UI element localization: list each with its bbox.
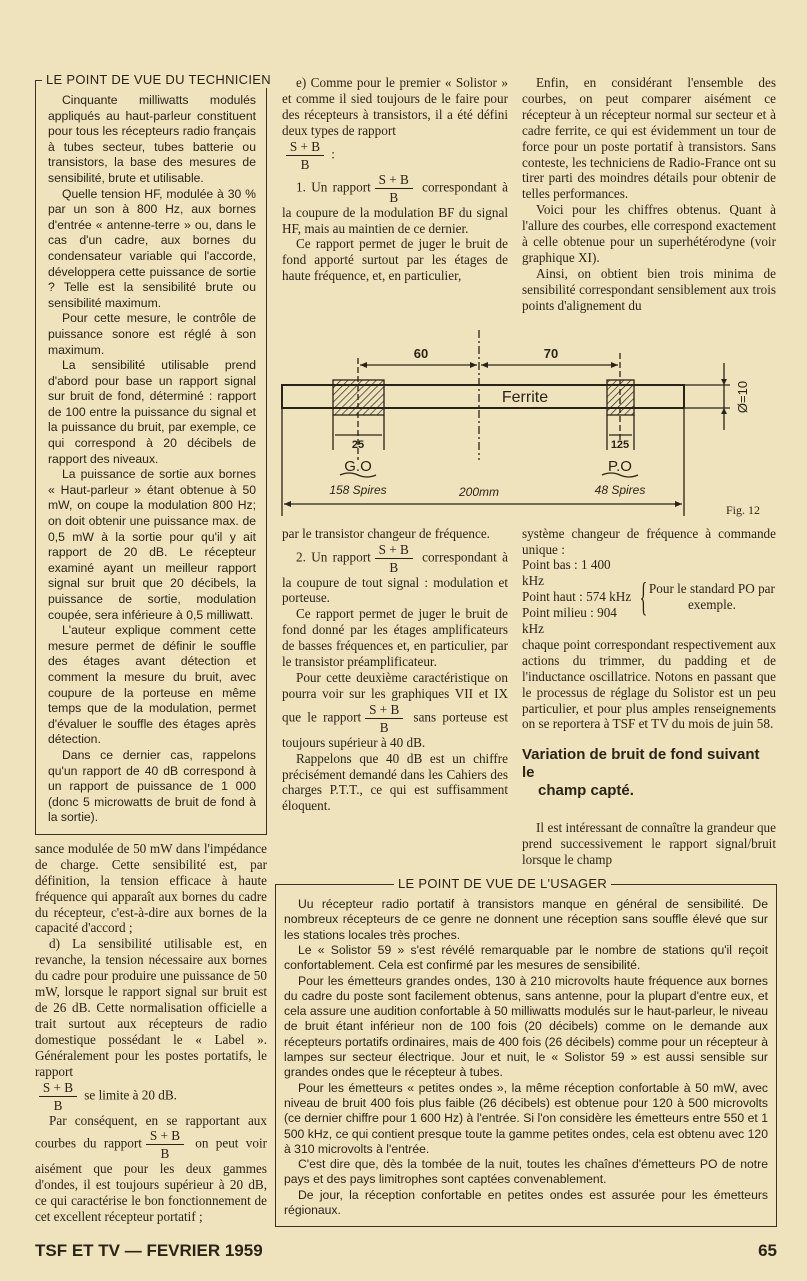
alignment-points <box>522 557 776 637</box>
fraction-bar <box>375 558 413 559</box>
technician-box-text <box>48 93 256 826</box>
text-after-fraction: sans porteuse est toujours supérieur à 40 dB. <box>282 709 508 750</box>
ratio-fraction <box>146 1128 184 1161</box>
alignment-explanation: chaque point correspondant respectivement aux actions du trimmer, du padding et de l'inductance oscillatrice. Notons en passant que le processus de réglage du Solistor est un peu particulier, et pour plus amples renseignements on se reportera à TSF et TV du mois de juin 58. <box>522 636 776 732</box>
text-before-fraction: 1. Un rapport <box>296 179 371 195</box>
go-label: G.O <box>344 457 372 475</box>
paragraph: De jour, la réception confortable en petites ondes est assurée pour les émetteurs régionaux. <box>284 1187 768 1218</box>
right-area <box>275 75 777 1227</box>
points-note: Pour le standard PO par exemple. <box>648 581 775 613</box>
paragraph: d) La sensibilité utilisable est, en revanche, la tension nécessaire aux bornes du cadre pour produire une puissance de 50 mW, lorsque le rapport signal sur bruit est de 26 dB. Cette normalisation officielle a trait surtout aux récepteurs de radio domestique possédant le « Label ». Généralement pour les postes portatifs, le rapport <box>35 936 267 1079</box>
section-heading-line1: Variation de bruit de fond suivant le <box>522 746 760 782</box>
text-after-fraction: correspondant à la coupure de tout signal : modulation et porteuse. <box>282 549 508 606</box>
paragraph: Pour les émetteurs « petites ondes », la même réception confortable à 50 mW, avec niveau de bruit 400 fois plus faible (26 décibels) est obtenue pour 120 à 500 microvolts (ce dernier chiffre pour 1 600 Hz) à l'entrée. Si l'on considère les émetteurs entre 550 et 1 500 kHz, ce qui contient presque toute la gamme petites ondes, cela est obtenu avec 120 à 310 microvolts à l'entrée. <box>284 1080 768 1156</box>
paragraph: Ce rapport permet de juger le bruit de fond donné par les étages amplificateurs de basses fréquences et, en particulier, par le transistor préamplificateur. <box>282 606 508 670</box>
dim-70-label: 70 <box>543 345 559 361</box>
fraction-denominator: B <box>389 189 399 205</box>
fraction-denominator: B <box>300 156 310 172</box>
ratio-fraction <box>39 1080 77 1113</box>
ratio-fraction <box>375 542 413 575</box>
middle-bottom-text <box>282 526 508 815</box>
section-heading-line2: champ capté. <box>538 782 634 800</box>
paragraph: Voici pour les chiffres obtenus. Quant à l'allure des courbes, elle correspond exactement à celle obtenue pour un superhétérodyne (voir graphique XI). <box>522 202 776 265</box>
paragraph: Ainsi, on obtient bien trois minima de sensibilité correspondant sensiblement aux trois points d'alignement du <box>522 265 776 313</box>
paragraph <box>282 542 508 607</box>
paragraph: par le transistor changeur de fréquence. <box>282 525 490 541</box>
footer <box>35 1227 777 1261</box>
text-before-fraction: Par conséquent, en se rapportant aux courbes du rapport <box>35 1112 267 1151</box>
paragraph: Pour les émetteurs grandes ondes, 130 à 210 microvolts haute fréquence aux bornes du cadre du poste sont facilement obtenus, sans antenne, pour la plupart d'entre eux, et cela assure une audition confortable à 50 milliwatts modulés sur le haut-parleur, le niveau de bruit étant inférieur non de 100 fois (20 décibels) comme on le demande aux récepteurs portatifs ordinaires, mais de 400 fois (26 décibels) comme pour un récepteur à lampes sur secteur électrique. Jour et nuit, le « Solistor 59 » est aussi sensible sur grandes ondes que le récepteur à tubes. <box>284 973 768 1080</box>
page-number: 65 <box>758 1241 777 1261</box>
paragraph: Dans ce dernier cas, rappelons qu'un rapport de 40 dB correspond à un rapport de puissance de 1 000 (donc 5 microwatts de bruit de fond à la sortie). <box>48 747 256 825</box>
paragraph: Quelle tension HF, modulée à 30 % par un son à 800 Hz, aux bornes d'entrée « antenne-terre » ou, dans le cas d'un cadre, aux bornes du condensateur variable qui l'accorde, développera cette puissance de sortie ? Telle est la sensibilité brute ou sensibilité maximum. <box>48 186 256 310</box>
section-paragraph: Il est intéressant de connaître la grandeur que prend successivement le rapport signal/bruit lorsque le champ <box>522 820 776 868</box>
middle-top-text <box>282 75 508 284</box>
paragraph: Ce rapport permet de juger le bruit de fond apporté surtout par les étages de haute fréquence, et, en particulier, <box>282 236 508 284</box>
fraction-numerator: S + B <box>378 541 409 557</box>
paragraph: Le « Solistor 59 » s'est révélé remarquable par le nombre de stations qu'il reçoit confortablement. Cela est confirmé par les mesures de sensibilité. <box>284 942 768 973</box>
text-after-fraction: on peut voir aisément que pour les deux gammes d'ondes, il est toujours supérieur à 20 dB, ce qui caractérise le bon fonctionnement de cet excellent récepteur portatif ; <box>35 1135 268 1225</box>
point-middle: Point milieu : 904 kHz <box>522 605 617 637</box>
paragraph: Uu récepteur radio portatif à transistors manque en général de sensibilité. De nombreux récepteurs de ce genre ne donnent une réception sans souffle élevé que sur les stations locales très proches. <box>284 897 768 942</box>
ratio-fraction <box>375 172 413 205</box>
right-bottom-text <box>522 526 776 869</box>
user-box-title: LE POINT DE VUE DE L'USAGER <box>394 876 611 892</box>
paragraph: L'auteur explique comment cette mesure permet de définir le souffle des étages avant détection et comment la mesure du bruit, avec coupure de la porteuse en même temps que de la modulation, permet d'évaluer le souffle des étages après détection. <box>48 623 256 747</box>
fraction-numerator: S + B <box>369 701 400 717</box>
paragraph <box>282 139 508 172</box>
text-before-fraction: Pour cette deuxième caractéristique on pourra voir sur les graphiques VII et IX que le rapport <box>282 669 508 725</box>
technician-box <box>35 72 271 835</box>
paragraph: Rappelons que 40 dB est un chiffre précisément demandé dans les Cahiers des charges P.T.T., ce qui est suffisamment éloquent. <box>282 750 508 814</box>
text-after-fraction: se limite à 20 dB. <box>81 1087 177 1103</box>
paragraph: C'est dire que, dès la tombée de la nuit, toutes les chaînes d'émetteurs PO de notre pays et des pays limitrophes sont captées convenablement. <box>284 1157 768 1187</box>
user-box-text <box>284 897 768 1218</box>
paragraph <box>35 1080 267 1113</box>
figure-caption: Fig. 12 <box>725 502 761 517</box>
fraction-denominator: B <box>379 719 389 735</box>
fraction-numerator: S + B <box>42 1079 74 1095</box>
alignment-intro: système changeur de fréquence à commande unique : <box>522 525 776 557</box>
dim-25-label: 25 <box>351 438 365 451</box>
fraction-bar <box>375 188 413 189</box>
text-before-fraction: 2. Un rapport <box>296 549 371 565</box>
point-low: Point bas : 1 400 kHz <box>522 557 611 589</box>
paragraph: Pour cette mesure, le contrôle de puissance sonore est réglé à son maximum. <box>48 311 256 357</box>
fraction-bar <box>365 718 403 719</box>
page-body <box>35 72 777 1227</box>
fraction-bar <box>39 1096 77 1097</box>
left-column-text <box>35 841 267 1225</box>
left-area <box>35 72 271 1225</box>
text-after-fraction: correspondant à la coupure de la modulation BF du signal HF, mais au maintien de ce dernier. <box>282 179 508 236</box>
go-turns-label: 158 Spires <box>329 482 387 497</box>
paragraph: La puissance de sortie aux bornes « Haut-parleur » étant obtenue à 50 mW, on coupe la modulation 800 Hz; on doit obtenir une puissance max. de 0,5 mW à la sortie pour qu'il y ait rapport de 20 dB. Le récepteur examiné ayant un meilleur rapport signal sur bruit que 20 décibels, la puissance de sortie, modulation coupée, sera inférieure à 0,5 milliwatt. <box>48 467 256 622</box>
paragraph: e) Comme pour le premier « Solistor » et comme il sied toujours de le faire pour des récepteurs à transistors, il a été défini deux types de rapport <box>282 75 508 138</box>
length-label: 200mm <box>458 484 500 499</box>
right-top-text <box>522 75 776 314</box>
fraction-numerator: S + B <box>378 171 409 187</box>
text-after-fraction: : <box>328 146 335 162</box>
ferrite-label: Ferrite <box>501 388 549 406</box>
ratio-fraction <box>286 139 324 172</box>
brace-icon: { <box>639 574 648 620</box>
point-high: Point haut : 574 kHz <box>522 589 632 605</box>
po-label: P.O <box>608 457 632 475</box>
paragraph: Cinquante milliwatts modulés appliqués au haut-parleur constituent pour tous les récepteurs radio français à tubes secteur, tubes batterie ou transistors, la base des mesures de sensibilité, brute et utilisable. <box>48 93 256 185</box>
fraction-bar <box>146 1144 184 1145</box>
po-turns-label: 48 Spires <box>594 482 646 497</box>
diameter-label: Ø=10 <box>735 380 750 413</box>
paragraph <box>282 670 508 751</box>
top-columns <box>275 75 777 314</box>
ferrite-antenna-diagram <box>275 318 777 522</box>
paragraph <box>35 1113 267 1226</box>
user-box <box>275 876 777 1227</box>
fraction-numerator: S + B <box>149 1128 180 1144</box>
fraction-denominator: B <box>53 1097 63 1113</box>
paragraph: La sensibilité utilisable prend d'abord pour base un rapport signal sur bruit de fond, déterminé : rapport de 100 entre la puissance du signal et la puissance du bruit, par exemple, ce qui correspond à 20 décibels de rapport des niveaux. <box>48 358 256 466</box>
ratio-fraction <box>365 702 403 735</box>
section-heading <box>522 746 776 800</box>
technician-box-title: LE POINT DE VUE DU TECHNICIEN <box>42 72 275 88</box>
dim-125-label: 125 <box>610 438 630 451</box>
publication-footer: TSF ET TV — FEVRIER 1959 <box>35 1241 263 1261</box>
paragraph <box>282 172 508 237</box>
dim-60-label: 60 <box>413 345 429 361</box>
bottom-columns <box>275 526 777 869</box>
paragraph: sance modulée de 50 mW dans l'impédance de charge. Cette sensibilité est, par définition, la tension efficace à haute fréquence qui apparaît aux bornes du cadre du récepteur, c'est-à-dire aux bornes de la capacité d'accord ; <box>35 840 267 936</box>
paragraph: Enfin, en considérant l'ensemble des courbes, on peut comparer aisément ce récepteur à un récepteur normal sur secteur et à cadre ferrite, ce qui est évidemment un tour de force pour un poste portatif à transistors. Sans conteste, les techniciens de Radio-France ont su tirer parti des moindres détails pour obtenir de telles performances. <box>522 75 776 202</box>
fraction-denominator: B <box>389 559 399 575</box>
fraction-numerator: S + B <box>289 138 321 154</box>
fraction-denominator: B <box>160 1146 170 1162</box>
fraction-bar <box>286 155 324 156</box>
